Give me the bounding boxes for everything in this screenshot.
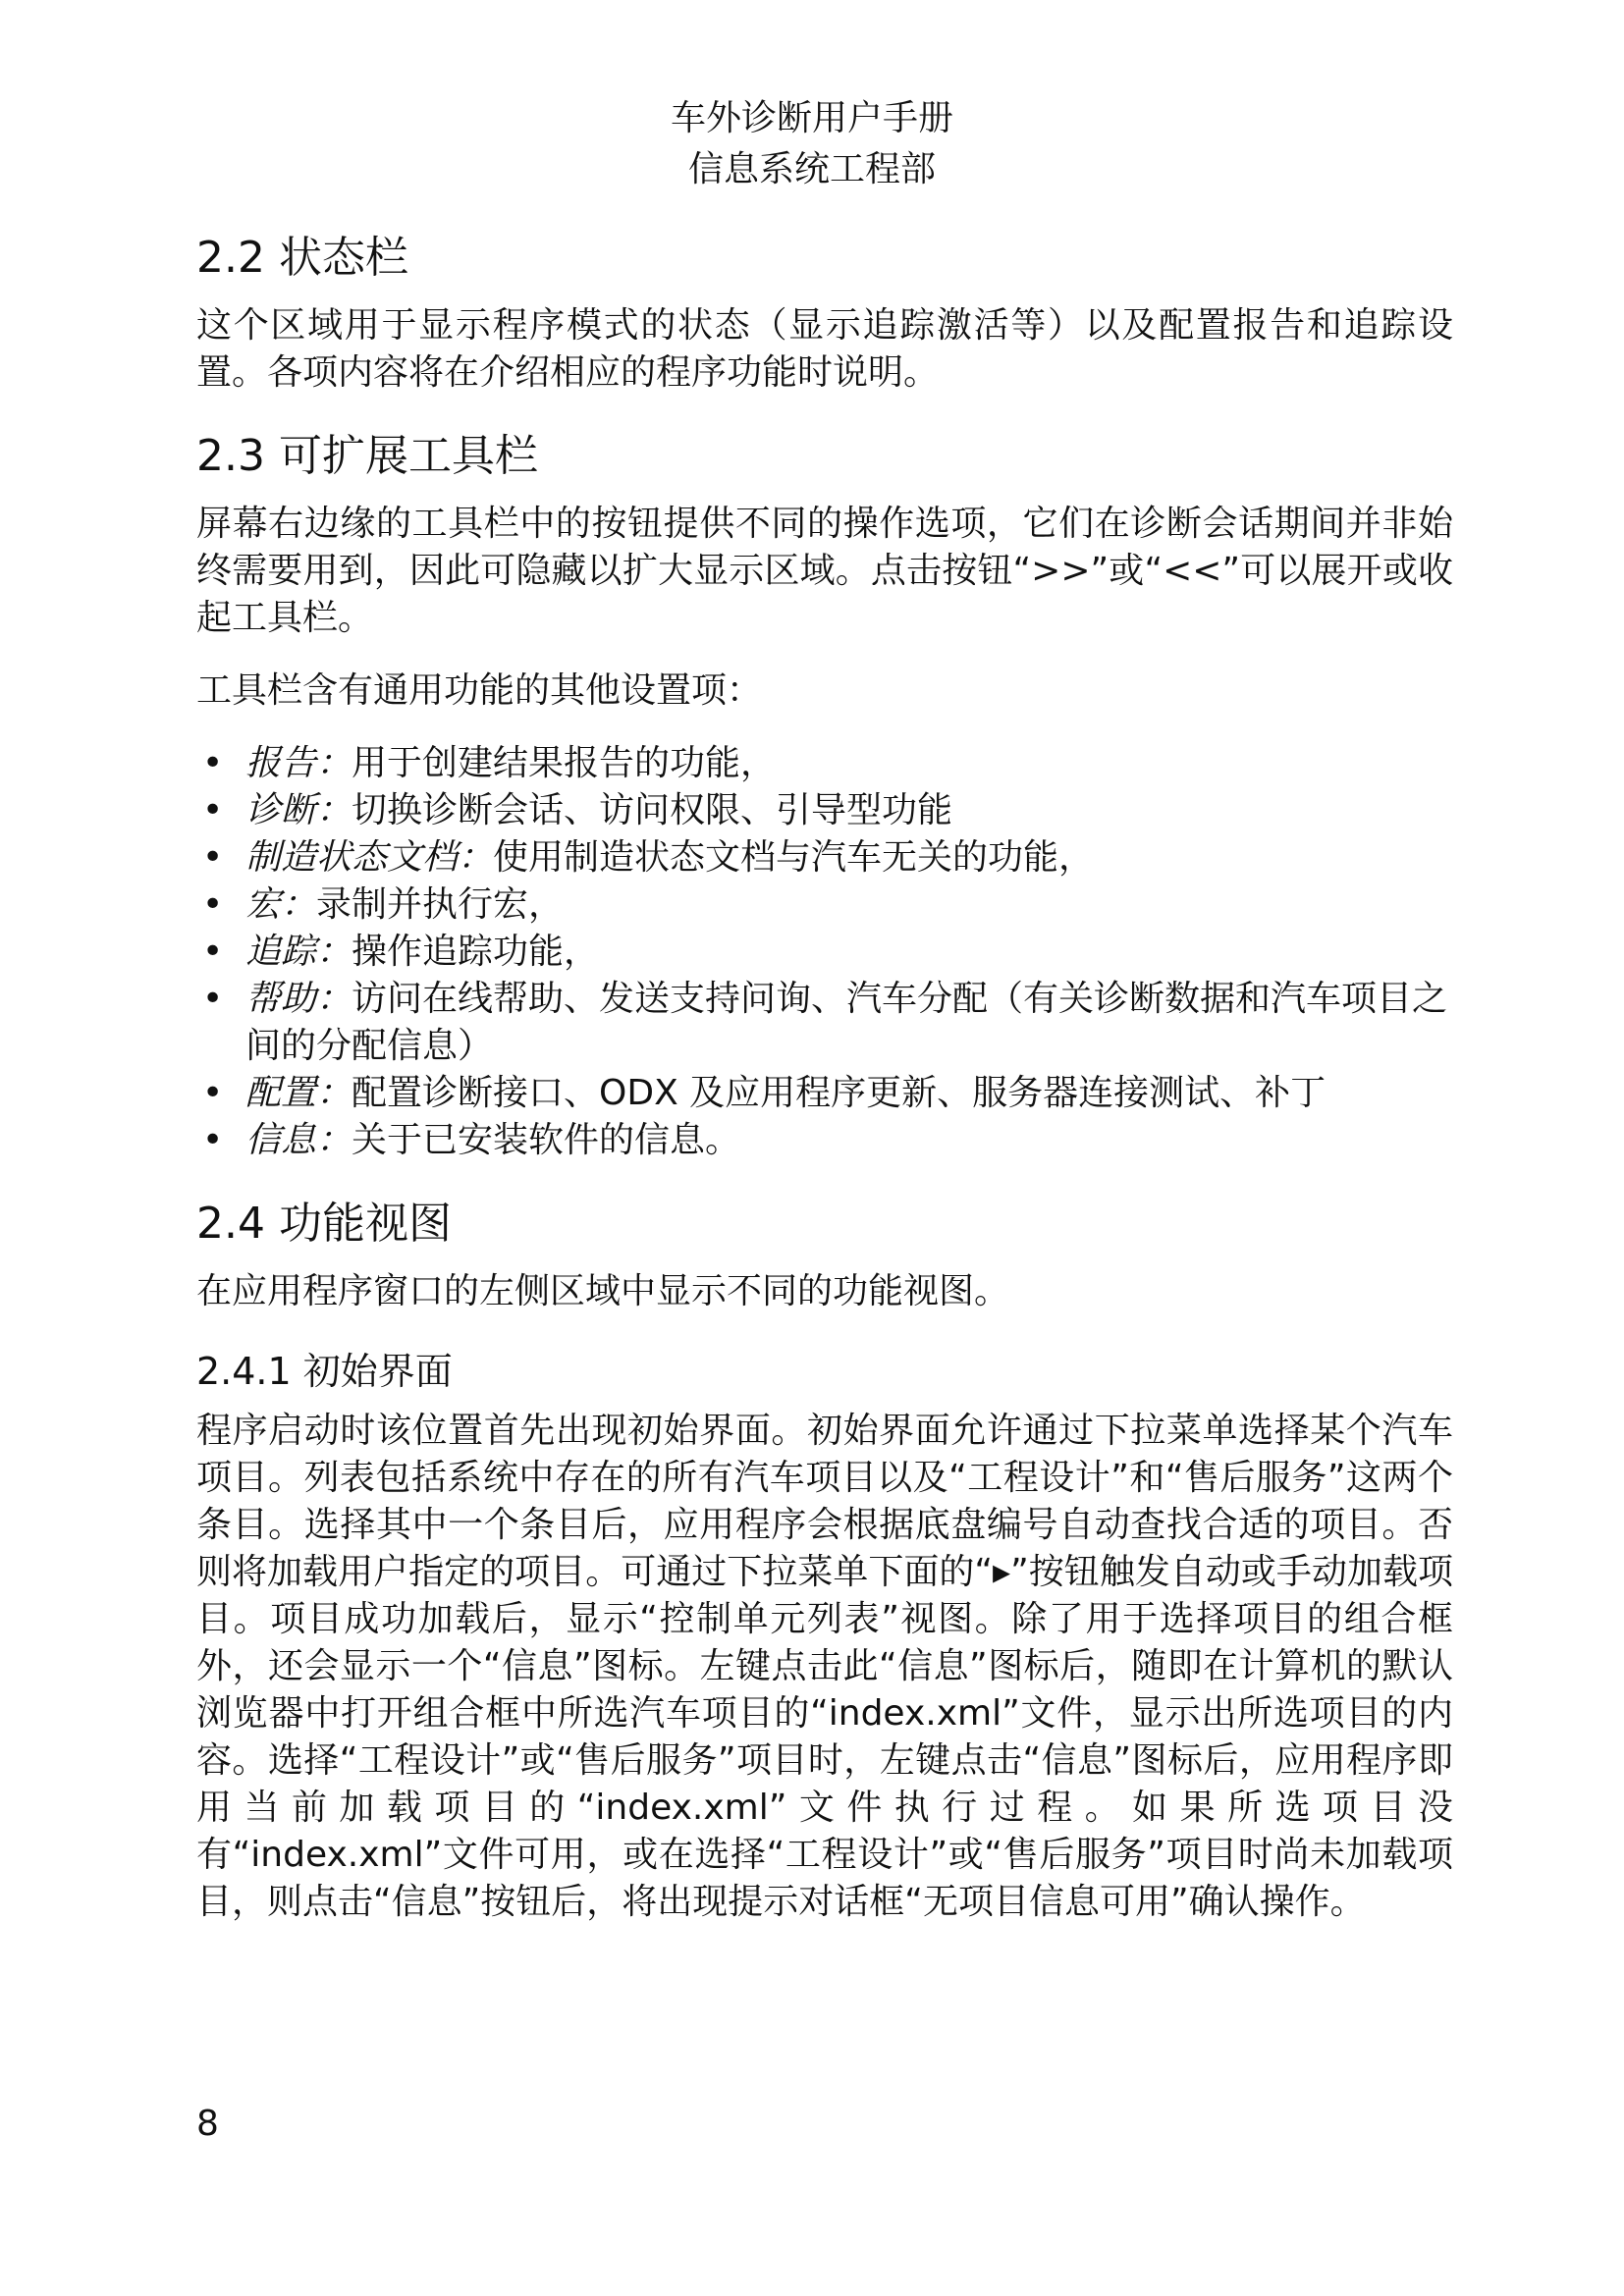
list-item-term: 宏：	[245, 884, 317, 925]
section-2-2-paragraph: 这个区域用于显示程序模式的状态（显示追踪激活等）以及配置报告和追踪设置。各项内容将在介绍相应的程序功能时说明。	[196, 305, 1453, 393]
bullet-icon: •	[202, 932, 224, 972]
list-item-term: 制造状态文档：	[245, 837, 494, 878]
list-item	[196, 881, 1453, 929]
section-2-4-1-paragraph: 程序启动时该位置首先出现初始界面。初始界面允许通过下拉菜单选择某个汽车项目。列表包括系统中存在的所有汽车项目以及“工程设计”和“售后服务”这两个条目。选择其中一个条目后，应用程序会根据底盘编号自动查找合适的项目。否则将加载用户指定的项目。可通过下拉菜单下面的“▸”按钮触发自动或手动加载项目。项目成功加载后，显示“控制单元列表”视图。除了用于选择项目的组合框外，还会显示一个“信息”图标。左键点击此“信息”图标后，随即在计算机的默认浏览器中打开组合框中所选汽车项目的“index.xml”文件，显示出所选项目的内容。选择“工程设计”或“售后服务”项目时，左键点击“信息”图标后，应用程序即用当前加载项目的“index.xml”文件执行过程。如果所选项目没有“index.xml”文件可用，或在选择“工程设计”或“售后服务”项目时尚未加载项目，则点击“信息”按钮后，将出现提示对话框“无项目信息可用”确认操作。	[196, 1411, 1453, 1922]
page-header	[0, 93, 1624, 195]
list-item-desc: 切换诊断会话、访问权限、引导型功能	[352, 790, 953, 830]
list-item-desc: 访问在线帮助、发送支持问询、汽车分配（有关诊断数据和汽车项目之间的分配信息）	[245, 979, 1448, 1066]
page-content	[196, 228, 1453, 1955]
section-2-4	[196, 1194, 1453, 1315]
section-2-4-1-heading: 2.4.1 初始界面	[196, 1350, 453, 1393]
list-item-term: 诊断：	[245, 790, 352, 830]
list-item-desc: 关于已安装软件的信息。	[352, 1120, 741, 1160]
list-item	[196, 740, 1453, 787]
list-item-desc: 使用制造状态文档与汽车无关的功能，	[493, 837, 1095, 878]
bullet-icon: •	[202, 1120, 224, 1160]
list-item-term: 报告：	[245, 743, 352, 783]
section-2-3-heading: 2.3 可扩展工具栏	[196, 431, 538, 481]
section-2-4-paragraph: 在应用程序窗口的左侧区域中显示不同的功能视图。	[196, 1271, 1010, 1311]
section-2-2	[196, 228, 1453, 397]
list-item	[196, 834, 1453, 881]
bullet-icon: •	[202, 979, 224, 1019]
section-2-2-heading: 2.2 状态栏	[196, 233, 408, 283]
bullet-icon: •	[202, 884, 224, 925]
list-item-term: 帮助：	[245, 979, 352, 1019]
header-department: 信息系统工程部	[687, 149, 936, 189]
list-item	[196, 787, 1453, 834]
list-item	[196, 1117, 1453, 1164]
page-number: 8	[196, 2104, 219, 2144]
bullet-icon: •	[202, 837, 224, 878]
bullet-icon: •	[202, 1073, 224, 1113]
list-item-desc: 用于创建结果报告的功能，	[352, 743, 777, 783]
list-item-term: 配置：	[245, 1073, 352, 1113]
section-2-3-paragraph: 屏幕右边缘的工具栏中的按钮提供不同的操作选项，它们在诊断会话期间并非始终需要用到，因此可隐藏以扩大显示区域。点击按钮“>>”或“<<”可以展开或收起工具栏。	[196, 504, 1453, 638]
list-item	[196, 976, 1453, 1070]
list-item-desc: 操作追踪功能，	[352, 932, 600, 972]
list-item-desc: 配置诊断接口、ODX 及应用程序更新、服务器连接测试、补丁	[352, 1073, 1326, 1113]
section-2-4-1	[196, 1345, 1453, 1926]
list-item	[196, 1070, 1453, 1117]
section-2-4-heading: 2.4 功能视图	[196, 1199, 452, 1249]
list-item-term: 追踪：	[245, 932, 352, 972]
bullet-icon: •	[202, 743, 224, 783]
bullet-icon: •	[202, 790, 224, 830]
header-manual-title: 车外诊断用户手册	[670, 98, 953, 138]
list-item-desc: 录制并执行宏，	[316, 884, 565, 925]
section-2-3-list-intro: 工具栏含有通用功能的其他设置项：	[196, 670, 763, 711]
list-item	[196, 929, 1453, 976]
list-item-term: 信息：	[245, 1120, 352, 1160]
section-2-3	[196, 426, 1453, 1164]
toolbar-function-list	[196, 740, 1453, 1164]
